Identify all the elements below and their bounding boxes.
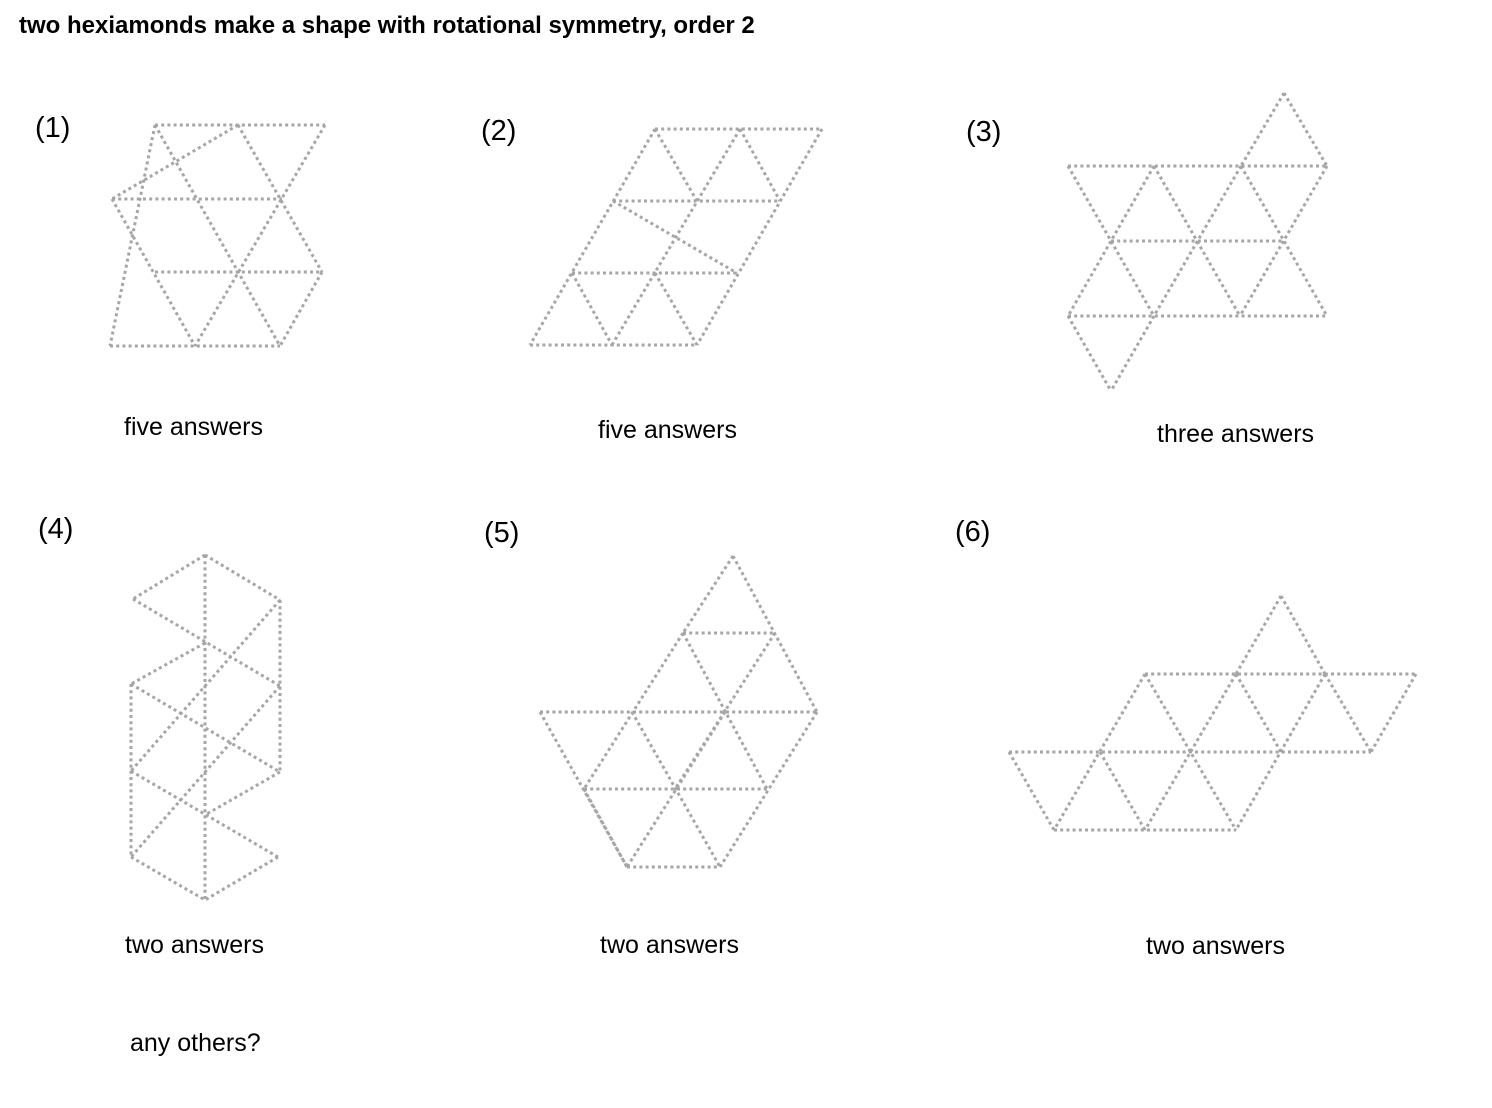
figure-4-caption: two answers bbox=[125, 931, 264, 959]
triangle-edge bbox=[110, 125, 155, 346]
triangle-edge bbox=[131, 771, 278, 857]
triangle-edge bbox=[1009, 752, 1054, 830]
figure-6-caption: two answers bbox=[1146, 932, 1285, 960]
triangle-edge bbox=[1241, 93, 1284, 166]
triangle-edge bbox=[1111, 316, 1154, 391]
triangle-edge bbox=[155, 125, 280, 346]
figure-1-number: (1) bbox=[35, 112, 71, 144]
triangle-edge bbox=[1068, 316, 1111, 391]
triangle-edge bbox=[1281, 596, 1325, 674]
figure-2-number: (2) bbox=[481, 115, 517, 147]
triangle-edge bbox=[205, 857, 278, 900]
figure-1-caption: five answers bbox=[124, 413, 263, 441]
figure-1-hexiamond-pair bbox=[110, 125, 325, 346]
triangle-edge bbox=[205, 555, 280, 600]
figure-4-hexiamond-pair bbox=[131, 555, 280, 900]
triangle-edge bbox=[1284, 93, 1327, 166]
figure-5-number: (5) bbox=[484, 517, 520, 549]
triangle-edge bbox=[1100, 752, 1145, 830]
triangle-edge bbox=[683, 556, 733, 633]
triangle-edge bbox=[112, 125, 238, 199]
figure-6-number: (6) bbox=[955, 516, 991, 548]
triangle-edge bbox=[1236, 596, 1281, 674]
triangle-edge bbox=[131, 857, 205, 900]
figure-5-hexiamond-pair bbox=[540, 556, 817, 867]
triangle-edge bbox=[280, 272, 322, 346]
figure-5-caption: two answers bbox=[600, 931, 739, 959]
triangle-edge bbox=[1325, 674, 1371, 752]
figure-3-caption: three answers bbox=[1157, 420, 1315, 448]
figure-6-hexiamond-pair bbox=[1009, 596, 1416, 830]
footer-question: any others? bbox=[130, 1029, 261, 1057]
figure-4-number: (4) bbox=[38, 513, 74, 545]
figure-3-hexiamond-pair bbox=[1068, 93, 1327, 391]
triangle-edge bbox=[572, 273, 612, 345]
triangle-edge bbox=[133, 555, 205, 599]
triangle-edge bbox=[655, 273, 697, 345]
figure-3-number: (3) bbox=[966, 116, 1002, 148]
figure-2-caption: five answers bbox=[598, 416, 737, 444]
triangle-edge bbox=[131, 684, 280, 772]
triangle-edge bbox=[205, 772, 280, 815]
triangle-edge bbox=[1371, 674, 1416, 752]
triangle-edge bbox=[632, 712, 720, 867]
triangle-edge bbox=[1236, 674, 1281, 752]
triangle-edge bbox=[612, 129, 740, 345]
page-title: two hexiamonds make a shape with rotational symmetry, order 2 bbox=[19, 12, 755, 39]
triangle-edge bbox=[584, 789, 627, 867]
figure-2-hexiamond-pair bbox=[530, 129, 822, 345]
triangle-edge bbox=[131, 643, 205, 684]
triangle-edge bbox=[740, 129, 780, 201]
triangle-edge bbox=[195, 125, 325, 346]
triangle-edge bbox=[655, 129, 697, 201]
